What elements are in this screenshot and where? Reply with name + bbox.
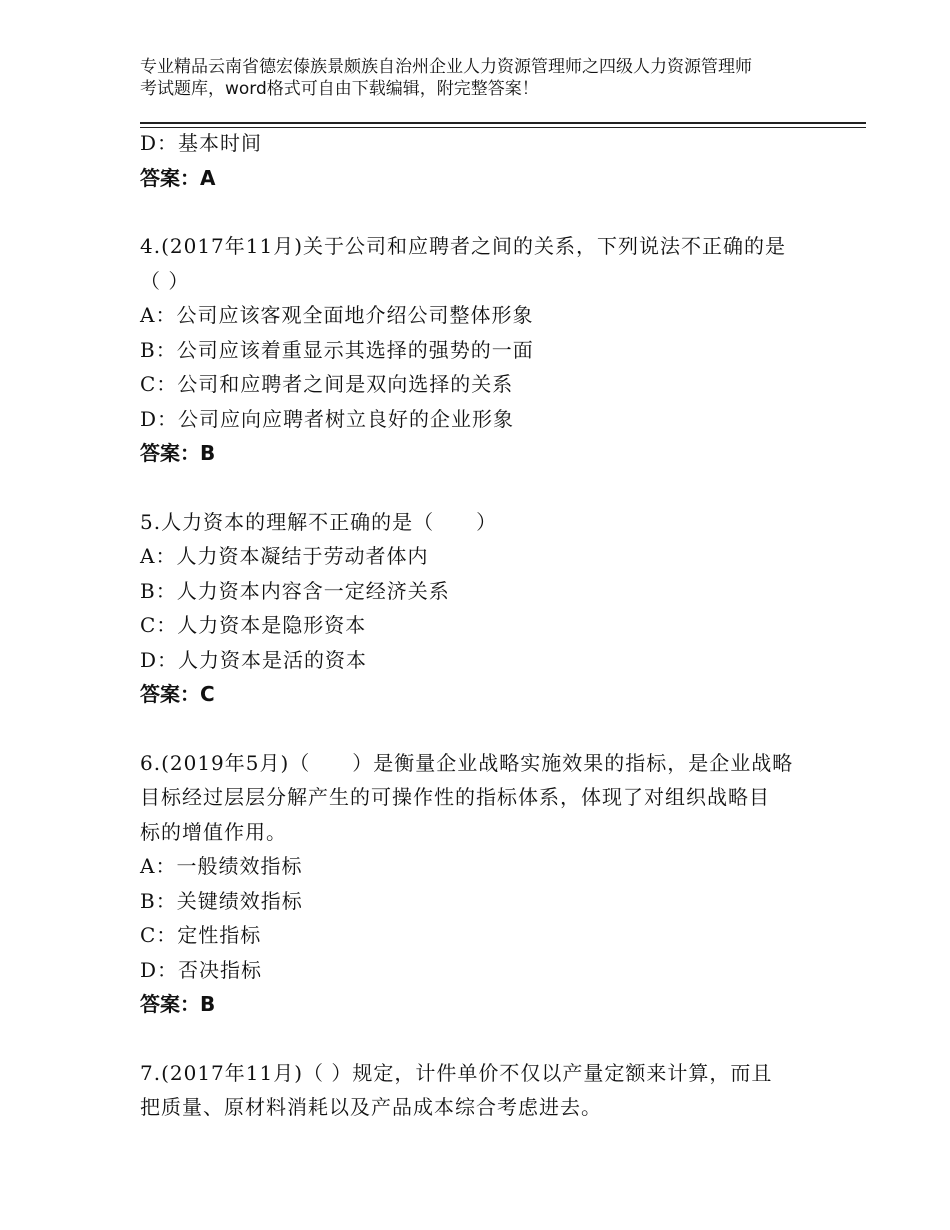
- question-4: [140, 229, 830, 471]
- header-title-line-2: 考试题库，word格式可自由下载编辑，附完整答案！: [140, 79, 539, 99]
- header-divider-thick: [140, 122, 866, 124]
- question-6: [140, 746, 830, 1022]
- answer-line: 答案：A: [140, 165, 216, 190]
- option-b: B：公司应该着重显示其选择的强势的一面: [140, 337, 534, 362]
- option-d: D：人力资本是活的资本: [140, 647, 368, 672]
- question-stem: 4.(2017年11月)关于公司和应聘者之间的关系，下列说法不正确的是: [140, 234, 787, 258]
- question-stem: 6.(2019年5月)（ ）是衡量企业战略实施效果的指标，是企业战略: [140, 750, 794, 775]
- option-a: A：一般绩效指标: [140, 854, 303, 878]
- spacer: [140, 471, 830, 505]
- question-stem: 目标经过层层分解产生的可操作性的指标体系，体现了对组织战略目: [140, 785, 770, 809]
- option-c: C：人力资本是隐形资本: [140, 613, 367, 637]
- question-5: [140, 505, 830, 712]
- option-d: D：否决指标: [140, 957, 263, 982]
- spacer: [140, 1022, 830, 1056]
- question-stem: 5.人力资本的理解不正确的是（ ）: [140, 509, 498, 534]
- document-body: [140, 126, 830, 1125]
- answer-line: 答案：B: [140, 992, 216, 1016]
- answer-line: 答案：C: [140, 682, 215, 706]
- option-c: C：定性指标: [140, 923, 262, 947]
- question-stem: 标的增值作用。: [140, 819, 287, 844]
- option-d: D：公司应向应聘者树立良好的企业形象: [140, 406, 515, 431]
- question-stem: （ ）: [140, 268, 190, 293]
- option-b: B：人力资本内容含一定经济关系: [140, 578, 450, 603]
- option-d: D：基本时间: [140, 131, 263, 155]
- question-7: [140, 1056, 830, 1125]
- spacer: [140, 712, 830, 746]
- answer-line: 答案：B: [140, 441, 216, 465]
- header-title-line-1: 专业精品云南省德宏傣族景颇族自治州企业人力资源管理师之四级人力资源管理师: [140, 57, 752, 77]
- option-a: A：人力资本凝结于劳动者体内: [140, 544, 429, 568]
- question-stem: 7.(2017年11月)（ ）规定，计件单价不仅以产量定额来计算，而且: [140, 1060, 773, 1085]
- page-header: [140, 56, 830, 100]
- question-stem: 把质量、原材料消耗以及产品成本综合考虑进去。: [140, 1095, 602, 1119]
- option-b: B：关键绩效指标: [140, 888, 303, 913]
- option-c: C：公司和应聘者之间是双向选择的关系: [140, 372, 514, 396]
- option-a: A：公司应该客观全面地介绍公司整体形象: [140, 303, 534, 327]
- spacer: [140, 195, 830, 229]
